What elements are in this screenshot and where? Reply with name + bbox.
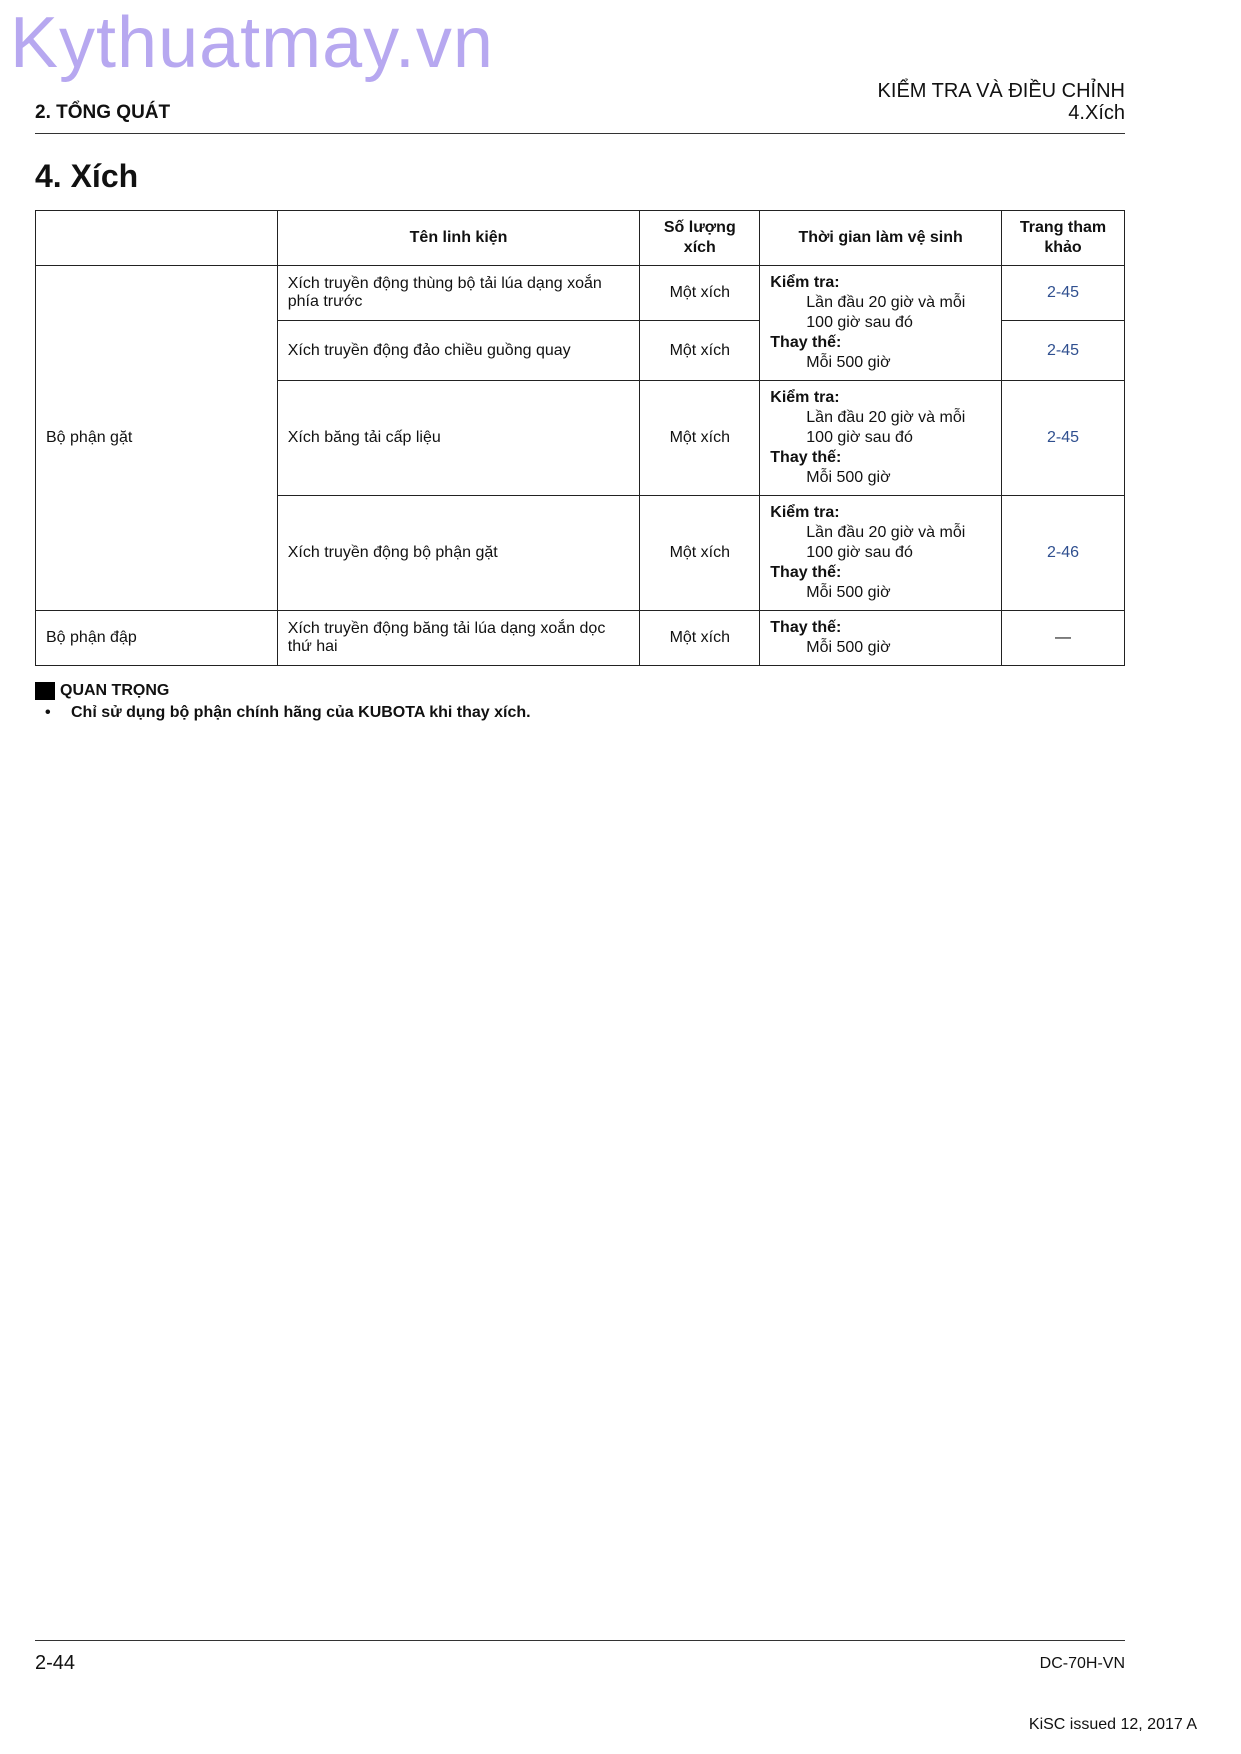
ref-cell: — bbox=[1002, 611, 1125, 666]
part-cell: Xích truyền động đảo chiều guồng quay bbox=[277, 321, 640, 381]
qty-cell: Một xích bbox=[640, 496, 760, 611]
header-rule bbox=[35, 133, 1125, 134]
ref-link[interactable]: 2-45 bbox=[1002, 321, 1125, 381]
header-part: Tên linh kiện bbox=[277, 211, 640, 266]
note-heading bbox=[35, 682, 531, 700]
part-cell: Xích truyền động băng tải lúa dạng xoắn dọc thứ hai bbox=[277, 611, 640, 666]
chapter-header bbox=[878, 80, 1125, 124]
qty-cell: Một xích bbox=[640, 611, 760, 666]
interval-cell bbox=[760, 496, 1002, 611]
check-text: Lần đầu 20 giờ và mỗi 100 giờ sau đó bbox=[806, 294, 966, 331]
interval-cell bbox=[760, 266, 1002, 381]
subsection-title: 4.Xích bbox=[1068, 102, 1125, 124]
page-number: 2-44 bbox=[35, 1652, 76, 1674]
header-ref: Trang tham khảo bbox=[1002, 211, 1125, 266]
note-item bbox=[35, 704, 531, 722]
ref-link[interactable]: 2-45 bbox=[1002, 381, 1125, 496]
replace-text: Mỗi 500 giờ bbox=[806, 584, 891, 601]
check-text: Lần đầu 20 giờ và mỗi 100 giờ sau đó bbox=[806, 524, 966, 561]
part-cell: Xích truyền động thùng bộ tải lúa dạng xoắn phía trước bbox=[277, 266, 640, 321]
interval-cell bbox=[760, 381, 1002, 496]
ref-link[interactable]: 2-45 bbox=[1002, 266, 1125, 321]
footer-rule bbox=[35, 1640, 1125, 1641]
part-cell: Xích truyền động bộ phận gặt bbox=[277, 496, 640, 611]
qty-cell: Một xích bbox=[640, 381, 760, 496]
ref-link[interactable]: 2-46 bbox=[1002, 496, 1125, 611]
note-heading-text: QUAN TRỌNG bbox=[60, 682, 170, 699]
replace-text: Mỗi 500 giờ bbox=[806, 354, 891, 371]
replace-label: Thay thế: bbox=[770, 564, 842, 581]
group-cell: Bộ phận gặt bbox=[36, 266, 278, 611]
part-cell: Xích băng tải cấp liệu bbox=[277, 381, 640, 496]
black-square-icon bbox=[35, 682, 55, 700]
issue-info: KiSC issued 12, 2017 A bbox=[1028, 1716, 1197, 1733]
watermark: Kythuatmay.vn bbox=[10, 3, 494, 83]
table-header-row bbox=[36, 211, 1125, 266]
chain-table bbox=[35, 210, 1125, 666]
check-label: Kiểm tra: bbox=[770, 504, 840, 521]
page-title: 4. Xích bbox=[35, 158, 139, 194]
qty-cell: Một xích bbox=[640, 266, 760, 321]
replace-label: Thay thế: bbox=[770, 449, 842, 466]
replace-label: Thay thế: bbox=[770, 619, 842, 636]
qty-cell: Một xích bbox=[640, 321, 760, 381]
important-note bbox=[35, 682, 531, 722]
note-item-text: Chỉ sử dụng bộ phận chính hãng của KUBOTA khi thay xích. bbox=[71, 704, 531, 721]
bullet-icon: • bbox=[45, 704, 51, 721]
interval-cell bbox=[760, 611, 1002, 666]
replace-label: Thay thế: bbox=[770, 334, 842, 351]
table-row bbox=[36, 266, 1125, 321]
check-text: Lần đầu 20 giờ và mỗi 100 giờ sau đó bbox=[806, 409, 966, 446]
document-code: DC-70H-VN bbox=[1039, 1655, 1125, 1672]
chapter-title: KIỂM TRA VÀ ĐIỀU CHỈNH bbox=[877, 80, 1125, 102]
check-label: Kiểm tra: bbox=[770, 389, 840, 406]
check-label: Kiểm tra: bbox=[770, 274, 840, 291]
header-group bbox=[36, 211, 278, 266]
header-interval: Thời gian làm vệ sinh bbox=[760, 211, 1002, 266]
section-header: 2. TỔNG QUÁT bbox=[35, 102, 171, 123]
header-qty: Số lượng xích bbox=[640, 211, 760, 266]
replace-text: Mỗi 500 giờ bbox=[806, 469, 891, 486]
table-row bbox=[36, 611, 1125, 666]
replace-text: Mỗi 500 giờ bbox=[806, 639, 891, 656]
group-cell: Bộ phận đập bbox=[36, 611, 278, 666]
